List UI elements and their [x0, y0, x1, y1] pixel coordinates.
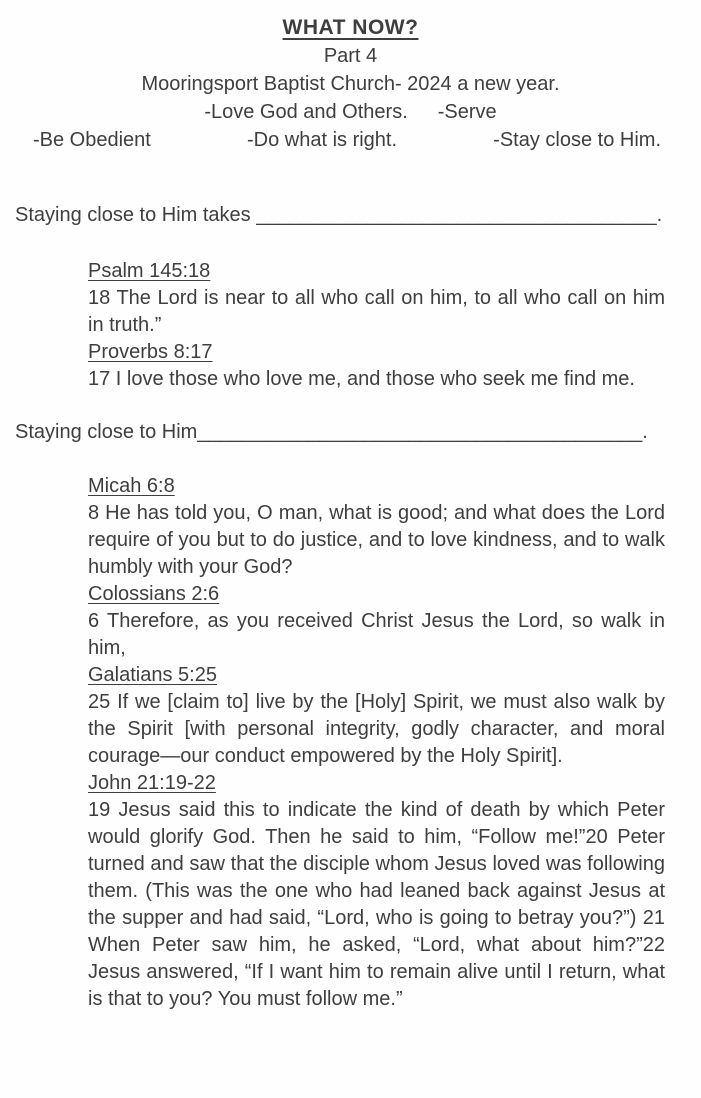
passage-text: 8 He has told you, O man, what is good; and what does the Lord require of you but to do justice, and to love kindness, and to walk humbly with your God?: [88, 502, 665, 578]
passage-micah: [88, 473, 665, 581]
passage-proverbs: [88, 339, 665, 393]
passage-reference: John 21:19-22: [88, 772, 216, 794]
passage-reference: Psalm 145:18: [88, 260, 211, 282]
passage-reference: Micah 6:8: [88, 475, 175, 497]
fill-in-line-takes: [0, 201, 701, 229]
point-stay-close: -Stay close to Him.: [493, 129, 661, 151]
part-label: Part 4: [323, 45, 378, 67]
scripture-section-1: [88, 258, 665, 393]
passage-psalm: [88, 258, 665, 339]
passage-text: 19 Jesus said this to indicate the kind of death by which Peter would glorify God. Then he said to him, “Follow me!”20 Peter turned and saw that the disciple whom Jesus loved was following them. (This was the one who had leaned back against Jesus at the supper and had said, “Lord, who is going to betray you?”) 21 When Peter saw him, he asked, “Lord, what about him?”22 Jesus answered, “If I want him to remain alive until I return, what is that to you? You must follow me.”: [88, 799, 665, 1010]
church-line: Mooringsport Baptist Church- 2024 a new year.: [141, 73, 560, 95]
fill-in-line-staying-close: [0, 418, 701, 446]
document-header: [0, 0, 701, 154]
passage-text: 17 I love those who love me, and those who seek me find me.: [88, 368, 635, 390]
passage-text: 25 If we [claim to] live by the [Holy] Spirit, we must also walk by the Spirit [with personal integrity, godly character, and moral courage—our conduct empowered by the Holy Spirit].: [88, 691, 665, 767]
passage-reference: Galatians 5:25: [88, 664, 217, 686]
fill-in-period: .: [656, 204, 663, 226]
title-row: [0, 14, 701, 42]
fill-in-period: .: [642, 421, 648, 443]
passage-text: 6 Therefore, as you received Christ Jesus the Lord, so walk in him,: [88, 610, 665, 659]
fill-in-label: Staying close to Him: [15, 421, 198, 443]
passage-reference: Colossians 2:6: [88, 583, 220, 605]
fill-in-rule: ________________________________________: [197, 421, 643, 443]
passage-galatians: [88, 662, 665, 770]
page-title: WHAT NOW?: [282, 16, 419, 39]
point-love-god: -Love God and Others.: [204, 101, 408, 123]
passage-text: 18 The Lord is near to all who call on him, to all who call on him in truth.”: [88, 287, 665, 336]
passage-reference: Proverbs 8:17: [88, 341, 213, 363]
scripture-section-2: [88, 473, 665, 1013]
points-row-1: [0, 98, 701, 126]
point-do-right: -Do what is right.: [246, 129, 398, 151]
point-be-obedient: -Be Obedient: [33, 129, 151, 151]
passage-john: [88, 770, 665, 1013]
fill-in-label: Staying close to Him takes: [15, 204, 257, 226]
passage-colossians: [88, 581, 665, 662]
points-row-2: [0, 126, 701, 154]
point-serve: -Serve: [437, 101, 497, 123]
fill-in-rule: ____________________________________: [256, 204, 657, 226]
